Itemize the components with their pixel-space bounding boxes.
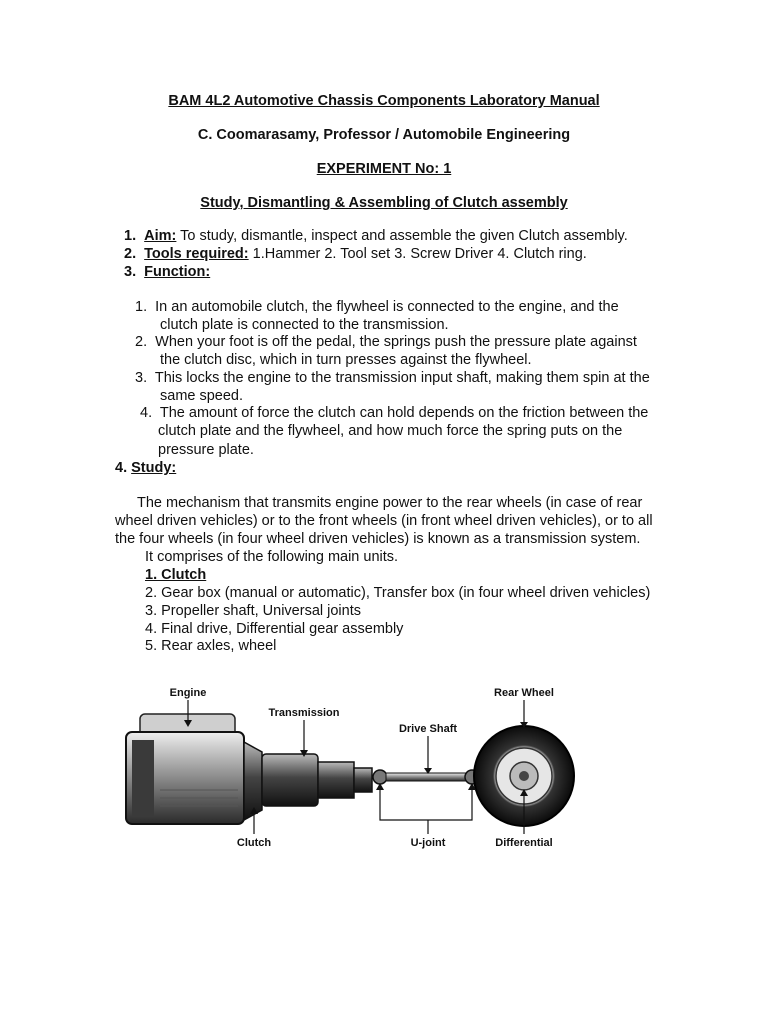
experiment-number: EXPERIMENT No: 1 <box>316 161 452 177</box>
study-intro: It comprises of the following main units. <box>145 549 399 565</box>
function-point: 4. The amount of force the clutch can hold depends on the friction between the <box>140 405 649 421</box>
unit-item: 4. Final drive, Differential gear assembly <box>145 621 404 637</box>
label-drive-shaft: Drive Shaft <box>398 723 458 735</box>
unit-item: 3. Propeller shaft, Universal joints <box>145 603 361 619</box>
function-point-cont: clutch plate is connected to the transmission. <box>160 317 449 333</box>
function-point-cont: pressure plate. <box>158 442 254 458</box>
author-line: C. Coomarasamy, Professor / Automobile Engineering <box>197 127 571 143</box>
function-point-cont: clutch plate and the flywheel, and how much force the spring puts on the <box>158 423 623 439</box>
label-differential: Differential <box>495 837 553 849</box>
study-paragraph-line: The mechanism that transmits engine power to the rear wheels (in case of rear <box>137 495 643 511</box>
tools-section: 2. Tools required: 1.Hammer 2. Tool set 3. Screw Driver 4. Clutch ring. <box>124 246 587 262</box>
tools-text: 1.Hammer 2. Tool set 3. Screw Driver 4. Clutch ring. <box>252 246 587 262</box>
function-point-cont: same speed. <box>160 388 244 404</box>
aim-section: 1. Aim: To study, dismantle, inspect and assemble the given Clutch assembly. <box>124 228 628 244</box>
function-section: 3. Function: <box>124 264 211 280</box>
transmission-case <box>262 754 372 806</box>
experiment-subject: Study, Dismantling & Assembling of Clutch assembly <box>200 195 568 211</box>
aim-label: Aim: <box>144 228 177 244</box>
function-point: 1. In an automobile clutch, the flywheel is connected to the engine, and the <box>135 299 619 315</box>
study-paragraph-line: wheel driven vehicles) or to the front wheels (in front wheel driven vehicles), or to all <box>115 513 653 529</box>
study-paragraph-line: the four wheels (in four wheel driven vehicles) is known as a transmission system. <box>115 531 641 547</box>
tools-label: Tools required: <box>144 246 249 262</box>
unit-item: 1. Clutch <box>145 567 207 583</box>
function-point: 3. This locks the engine to the transmission input shaft, making them spin at the <box>135 370 650 386</box>
course-title: BAM 4L2 Automotive Chassis Components Laboratory Manual <box>168 93 600 109</box>
unit-item: 5. Rear axles, wheel <box>145 638 277 654</box>
label-engine: Engine <box>169 687 207 699</box>
unit-item: 2. Gear box (manual or automatic), Transfer box (in four wheel driven vehicles) <box>145 585 651 601</box>
engine-block <box>126 714 244 824</box>
study-heading: 4. Study: <box>115 460 177 476</box>
label-clutch: Clutch <box>236 837 272 849</box>
aim-text: To study, dismantle, inspect and assemble the given Clutch assembly. <box>180 228 628 244</box>
clutch-housing <box>244 742 262 820</box>
label-rear-wheel: Rear Wheel <box>494 687 554 699</box>
label-ujoint: U-joint <box>410 837 446 849</box>
transmission-diagram <box>0 670 768 870</box>
function-label: Function: <box>144 264 211 280</box>
function-point-cont: the clutch disc, which in turn presses against the flywheel. <box>160 352 532 368</box>
function-point: 2. When your foot is off the pedal, the springs push the pressure plate against <box>135 334 637 350</box>
label-transmission: Transmission <box>268 707 340 719</box>
